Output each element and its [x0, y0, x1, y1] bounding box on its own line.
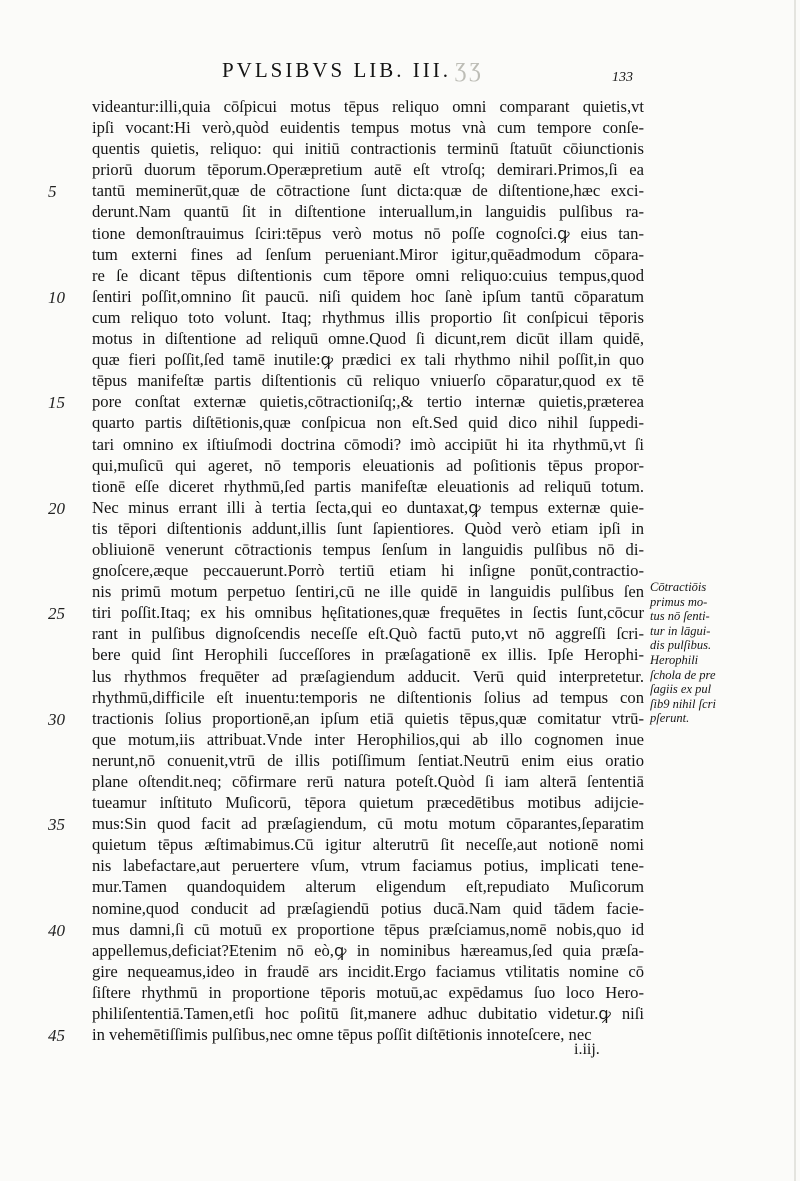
- text-line: videantur:illi,quia cōſpicui motus tēpus reliquo omni comparant quietis,vt: [92, 97, 644, 116]
- line-number: 40: [48, 920, 65, 940]
- marginal-note: [650, 580, 730, 726]
- bleed-through-mark: ƷƷ: [455, 58, 484, 82]
- text-line: bere quid ſint Herophili ſucceſſores in præſagationē ex illis. Ipſe Herophi-: [92, 645, 644, 665]
- marginal-note-line: tus nō ſenti-: [650, 609, 710, 624]
- text-line: ſiſtere rhythmū in proportione tēporis motuū,ac expēdamus ſuo loco Hero-: [92, 982, 644, 1002]
- text-line: plane oſtendit.neq; cōfirmare rerū natura poteſt.Quòd ſi iam alterā ſententiā: [92, 772, 644, 791]
- line-number: 20: [48, 498, 65, 518]
- text-line: nis labefactare,aut peruertere vſum, vtrum faciamus potius, implicati tene-: [92, 856, 644, 876]
- text-line: gnoſcere,æque peccauerunt.Porrò tertiū etiam hi inſigne ponūt,contractio-: [92, 561, 644, 581]
- text-line: rhythmū,difficile eſt inuentu:temporis ne diſtentionis ſolius ad tempus con: [92, 687, 644, 707]
- text-line: qui,muſicū qui ageret, nō temporis eleuationis ad poſitionis tēpus propor-: [92, 455, 644, 475]
- text-line: tiri poſſit.Itaq; ex his omnibus hęſitationes,quæ frequētes in ſectis ſunt,cōcur: [92, 603, 644, 623]
- marginal-note-line: Herophili: [650, 652, 699, 667]
- text-line: nomine,quod conducit ad præſagiendū potius ducā.Nam quid tādem facie-: [92, 898, 644, 918]
- marginal-note-line: dis pulſibus.: [650, 638, 712, 653]
- text-line: tantū meminerūt,quæ de cōtractione ſunt dicta:quæ de diſtentione,hæc exci-: [92, 181, 644, 201]
- text-line: motus in diſtentione ad reliquū omne.Quod ſi dicunt,rem dicūt illam quidē,: [92, 329, 644, 349]
- text-line: tari omnino ex iſtiuſmodi doctrina cōmodi? imò accipiūt hi ita rhythmū,vt ſi: [92, 434, 644, 454]
- line-number: 25: [48, 604, 65, 624]
- text-line: mur.Tamen quandoquidem alterum eligendum eſt,repudiato Muſicorum: [92, 877, 644, 897]
- text-line: philiſententiā.Tamen,etſi hoc poſitū ſit,manere adhuc dubitatio videtur.ꝙ niſi: [92, 1004, 644, 1024]
- text-line: tēpus manifeſtæ partis diſtentionis cū reliquo vniuerſo cōparatur,quod ex tē: [92, 371, 644, 391]
- running-head: [222, 58, 484, 83]
- text-line: lus rhythmos frequēter ad præſagiendum adducit. Verū quid interpretetur.: [92, 666, 644, 686]
- text-line: quæ fieri poſſit,ſed tamē inutile:ꝙ prædici ex tali rhythmo nihil poſſit,in quo: [92, 350, 644, 370]
- text-line: gire nequeamus,ideo in fraudē ars incidit.Ergo faciamus vtilitatis nomine cō: [92, 961, 644, 981]
- text-line: mus:Sin quod facit ad præſagiendum, cū motu motum cōparantes,ſeparatim: [92, 814, 644, 834]
- text-line: priorū duorum tēporum.Operæpretium autē eſt vtroſq; demirari.Primos,ſi ea: [92, 160, 644, 180]
- text-line: tionē eſſe diceret rhythmū,ſed partis manifeſtæ eleuationis ad reliquū totum.: [92, 476, 644, 496]
- text-line: nerunt,nō conuenit,vtrū de illis potiſſimum ſentiat.Neutrū enim eius oratio: [92, 750, 644, 770]
- page-edge: [794, 0, 796, 1181]
- marginal-note-line: ſib9 nihil ſcri: [650, 696, 716, 711]
- signature-mark: i.iij.: [574, 1041, 600, 1058]
- main-text-column: [92, 96, 644, 1045]
- text-line: pore conſtat externæ quietis,cōtractioniſq;,& tertio internæ quietis,præterea: [92, 392, 644, 412]
- text-line: tione demonſtrauimus ſciri:tēpus verò motus nō poſſe cognoſci.ꝙ eius tan-: [92, 223, 644, 243]
- marginal-note-line: Cōtractiōis: [650, 580, 707, 594]
- text-line: cum reliquo toto volunt. Itaq; rhythmus illis proportio ſit conſpicui tēporis: [92, 307, 644, 327]
- marginal-note-line: primus mo-: [650, 594, 708, 609]
- line-number: 15: [48, 393, 65, 413]
- text-line: obliuionē venerunt cōtractionis tempus ſenſum in languidis pulſibus nō di-: [92, 539, 644, 559]
- text-line: ſentiri poſſit,omnino ſit paucū. niſi quidem hoc ſanè ipſum tantū cōparatum: [92, 286, 644, 306]
- text-line: rant in pulſibus dignoſcendis neceſſe eſt.Quò factū puto,vt nō aggreſſi ſcri-: [92, 624, 644, 644]
- marginal-note-line: ſagiis ex pul: [650, 682, 712, 697]
- marginal-note-line: ſchola de pre: [650, 667, 716, 682]
- line-number: 10: [48, 287, 65, 307]
- text-line: Nec minus errant illi à tertia ſecta,qui eo duntaxat,ꝙ tempus externæ quie-: [92, 497, 644, 517]
- text-line: tum externi fines ad ſenſum perueniant.Miror igitur,quēadmodum cōpara-: [92, 244, 644, 264]
- line-number: 45: [48, 1026, 65, 1046]
- text-line: tueamur inſtituto Muſicorū, tēpora quietum præcedētibus motibus adijcie-: [92, 793, 644, 813]
- text-line: mus damni,ſi cū motuū ex proportione tēpus præſciamus,nomē nobis,quo id: [92, 919, 644, 939]
- text-line: nis primū motum perpetuo ſentiri,cū ne ille quidē in languidis pulſibus ſen: [92, 582, 644, 602]
- text-line: re ſe dicant tēpus diſtentionis cum tēpore omni reliquo:cuius tempus,quod: [92, 265, 644, 285]
- text-line: ipſi vocant:Hi verò,quòd euidentis tempus motus vnà cum tempore conſe-: [92, 118, 644, 138]
- marginal-note-line: tur in lāgui-: [650, 623, 711, 638]
- text-line: appellemus,deficiat?Etenim nō eò,ꝙ in nominibus hæreamus,ſed quia præſa-: [92, 940, 644, 960]
- text-line: tractionis ſolius proportionē,an ipſum etiā quietis tēpus,quæ comitatur vtrū-: [92, 708, 644, 728]
- running-title: PVLSIBVS LIB. III.: [222, 58, 452, 82]
- text-line: in vehemētiſſimis pulſibus,nec omne tēpus poſſit diſtētionis innoteſcere, nec: [92, 1025, 592, 1045]
- text-line: derunt.Nam quantū ſit in diſtentione interuallum,in languidis pulſibus ra-: [92, 202, 644, 222]
- text-line: quentis quietis, reliquo: qui initiū contractionis terminū ſtatuūt cōiunctionis: [92, 139, 644, 159]
- marginal-note-line: pſerunt.: [650, 711, 690, 726]
- line-number: 30: [48, 709, 65, 729]
- text-line: quarto partis diſtētionis,quæ conſpicua non eſt.Sed quid dico nihil ſuppedi-: [92, 413, 644, 433]
- text-line: tis tēpori diſtentionis addunt,illis ſunt ſapientiores. Quòd verò etiam ipſi in: [92, 518, 644, 538]
- line-number: 5: [48, 182, 57, 202]
- text-line: quietum tēpus æſtimabimus.Cū igitur alterutrū ſit neceſſe,aut notionē nomi: [92, 835, 644, 855]
- line-number: 35: [48, 815, 65, 835]
- text-line: que motum,iis attribuat.Vnde inter Herophilios,qui ab illo cognomen inue: [92, 729, 644, 749]
- folio-number: 133: [612, 70, 633, 85]
